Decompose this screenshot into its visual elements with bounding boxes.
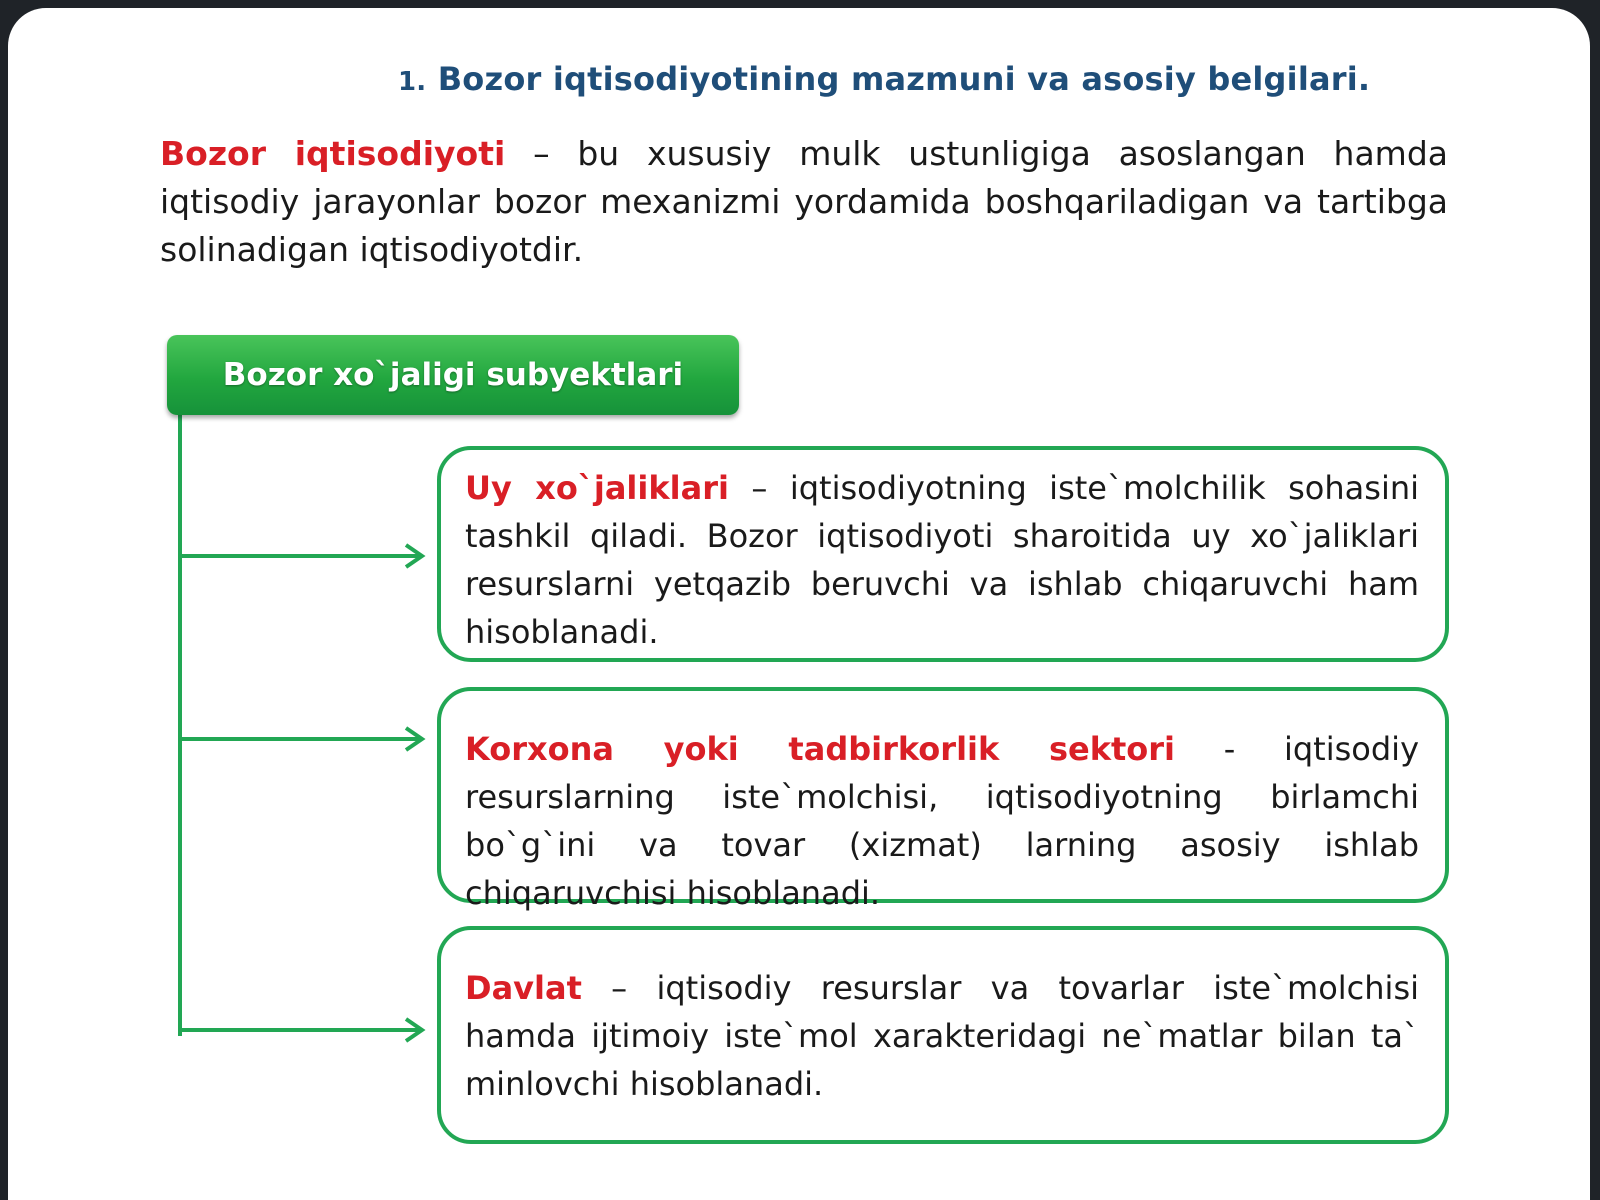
subjects-header-box xyxy=(167,335,739,415)
subject-card-households xyxy=(437,446,1449,662)
title-number: 1. xyxy=(398,67,427,97)
title-text: Bozor iqtisodiyotining mazmuni va asosiy belgilari. xyxy=(437,60,1371,98)
subject-card-text xyxy=(465,464,1419,656)
subject-definition: – iqtisodiyotning iste`molchilik sohasini tashkil qiladi. Bozor iqtisodiyoti sharoitida uy xo`jaliklari resurslarni yetqazib beruvchi va ishlab chiqaruvchi ham hisoblanadi. xyxy=(465,469,1420,651)
subject-term: Uy xo`jaliklari xyxy=(465,469,729,507)
subject-card-text xyxy=(465,725,1419,917)
subject-card-text xyxy=(465,964,1419,1108)
subject-definition: - iqtisodiy resurslarning iste`molchisi, iqtisodiyotning birlamchi bo`g`ini va tovar (xizmat) larning asosiy ishlab chiqaruvchisi hisoblanadi. xyxy=(465,730,1420,912)
subject-term: Korxona yoki tadbirkorlik sektori xyxy=(465,730,1176,768)
subjects-header-label: Bozor xo`jaligi subyektlari xyxy=(222,357,684,393)
slide xyxy=(8,8,1590,1200)
subject-card-state xyxy=(437,926,1449,1144)
subject-card-business-sector xyxy=(437,687,1449,912)
intro-term: Bozor iqtisodiyoti xyxy=(160,134,506,173)
subject-definition: – iqtisodiy resurslar va tovarlar iste`molchisi hamda ijtimoiy iste`mol xarakteridagi ne`matlar bilan ta` minlovchi hisoblanadi. xyxy=(465,969,1419,1103)
intro-definition: – bu xususiy mulk ustunligiga asoslangan hamda iqtisodiy jarayonlar bozor mexanizmi yordamida boshqariladigan va tartibga solinadigan iqtisodiyotdir. xyxy=(160,134,1448,269)
subject-term: Davlat xyxy=(465,969,582,1007)
